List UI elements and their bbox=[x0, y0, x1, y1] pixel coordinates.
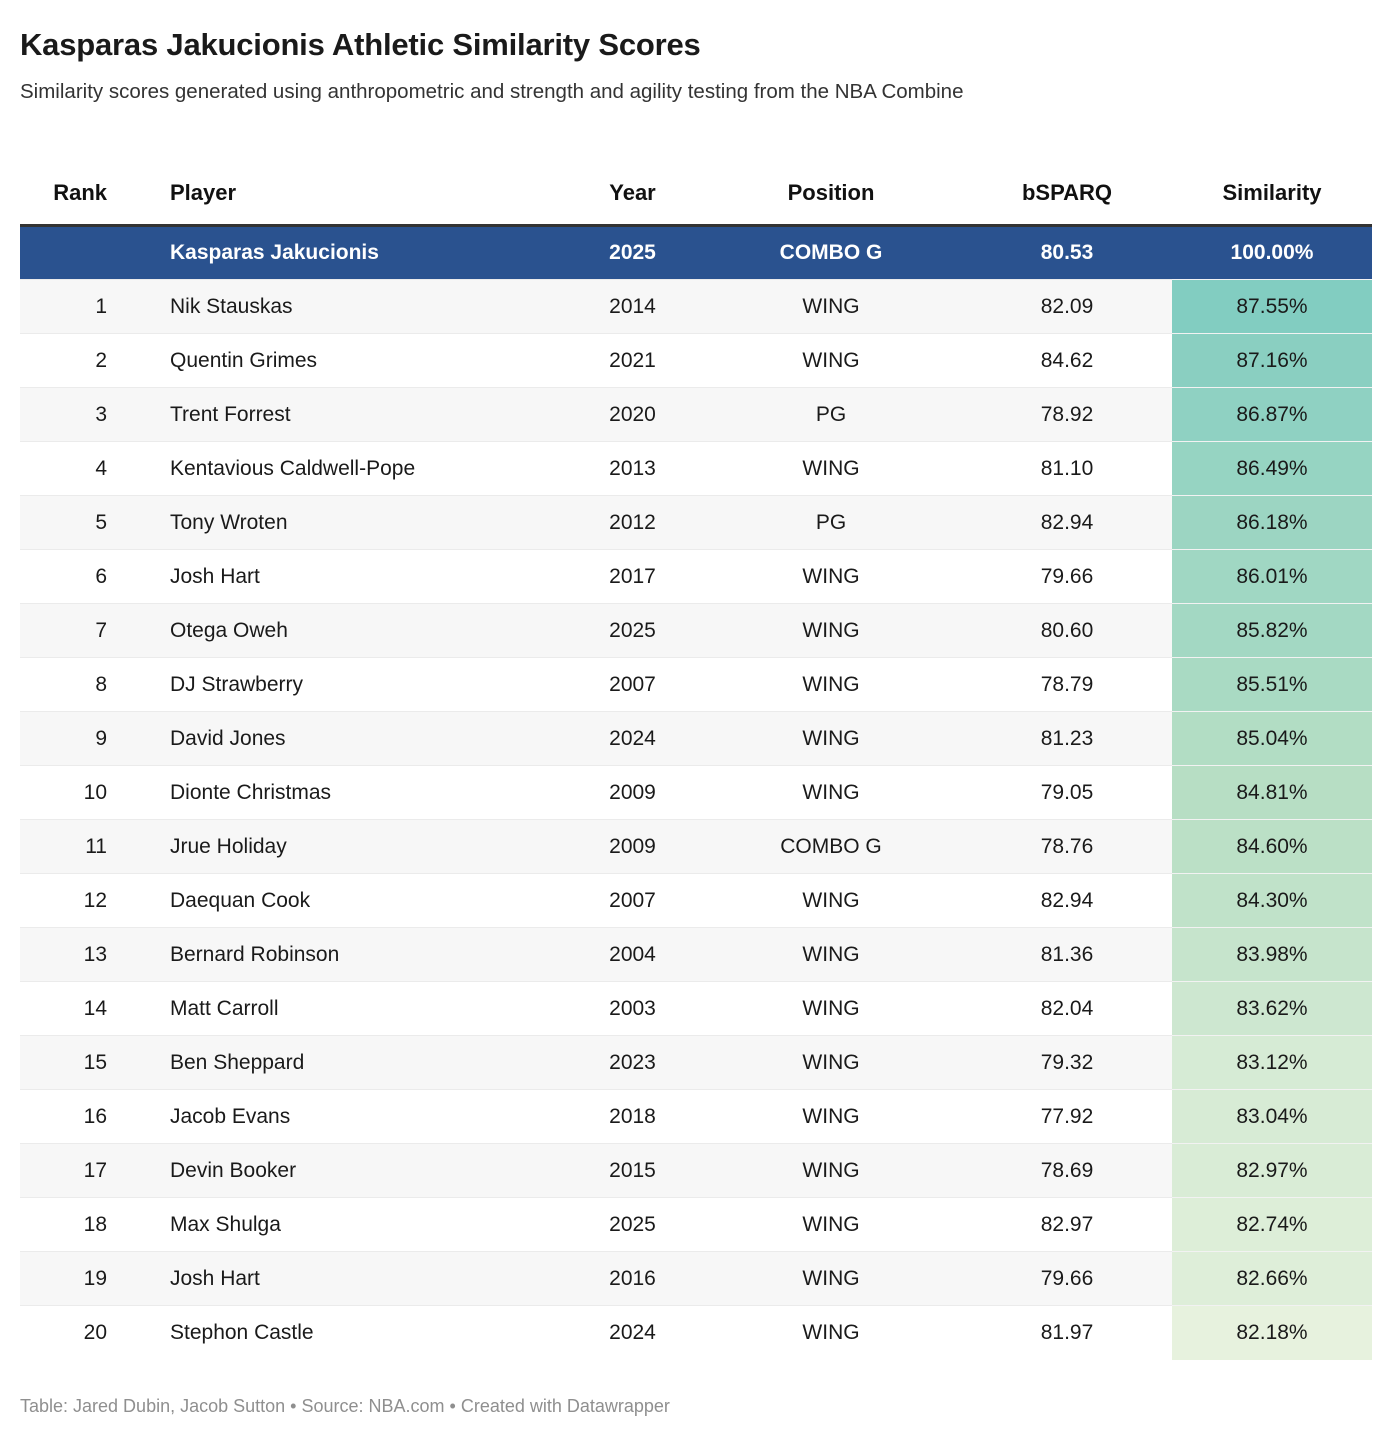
bsparq-cell: 78.92 bbox=[962, 388, 1172, 442]
table-row bbox=[20, 820, 1372, 874]
player-cell: Matt Carroll bbox=[127, 982, 565, 1036]
table-row bbox=[20, 712, 1372, 766]
bsparq-cell: 81.36 bbox=[962, 928, 1172, 982]
position-cell: WING bbox=[700, 604, 962, 658]
year-cell: 2025 bbox=[565, 604, 700, 658]
table-row bbox=[20, 982, 1372, 1036]
bsparq-cell: 82.94 bbox=[962, 496, 1172, 550]
bsparq-cell: 82.09 bbox=[962, 280, 1172, 334]
table-row bbox=[20, 496, 1372, 550]
similarity-cell: 83.04% bbox=[1172, 1090, 1372, 1144]
similarity-cell: 82.74% bbox=[1172, 1198, 1372, 1252]
player-cell: Daequan Cook bbox=[127, 874, 565, 928]
similarity-cell: 83.98% bbox=[1172, 928, 1372, 982]
position-cell: WING bbox=[700, 766, 962, 820]
position-cell: WING bbox=[700, 1306, 962, 1360]
rank-cell: 18 bbox=[20, 1198, 127, 1252]
player-cell: Quentin Grimes bbox=[127, 334, 565, 388]
position-cell: WING bbox=[700, 874, 962, 928]
bsparq-cell: 79.66 bbox=[962, 1252, 1172, 1306]
player-cell: Kentavious Caldwell-Pope bbox=[127, 442, 565, 496]
position-cell: WING bbox=[700, 982, 962, 1036]
page-subtitle: Similarity scores generated using anthropometric and strength and agility testing from the NBA Combine bbox=[20, 80, 964, 103]
player-cell: Ben Sheppard bbox=[127, 1036, 565, 1090]
similarity-table bbox=[20, 142, 1372, 1360]
similarity-cell: 86.87% bbox=[1172, 388, 1372, 442]
bsparq-cell: 81.97 bbox=[962, 1306, 1172, 1360]
similarity-cell: 84.81% bbox=[1172, 766, 1372, 820]
column-header-rank: Rank bbox=[20, 142, 127, 226]
rank-cell: 6 bbox=[20, 550, 127, 604]
similarity-cell: 83.12% bbox=[1172, 1036, 1372, 1090]
position-cell: COMBO G bbox=[700, 820, 962, 874]
column-header-year: Year bbox=[565, 142, 700, 226]
similarity-cell: 100.00% bbox=[1172, 226, 1372, 280]
rank-cell: 11 bbox=[20, 820, 127, 874]
similarity-cell: 82.18% bbox=[1172, 1306, 1372, 1360]
bsparq-cell: 78.69 bbox=[962, 1144, 1172, 1198]
year-cell: 2013 bbox=[565, 442, 700, 496]
similarity-cell: 86.01% bbox=[1172, 550, 1372, 604]
player-cell: Bernard Robinson bbox=[127, 928, 565, 982]
table-row bbox=[20, 658, 1372, 712]
similarity-cell: 87.16% bbox=[1172, 334, 1372, 388]
similarity-cell: 85.04% bbox=[1172, 712, 1372, 766]
column-header-similarity: Similarity bbox=[1172, 142, 1372, 226]
bsparq-cell: 78.79 bbox=[962, 658, 1172, 712]
bsparq-cell: 81.10 bbox=[962, 442, 1172, 496]
year-cell: 2017 bbox=[565, 550, 700, 604]
rank-cell: 13 bbox=[20, 928, 127, 982]
year-cell: 2024 bbox=[565, 1306, 700, 1360]
bsparq-cell: 84.62 bbox=[962, 334, 1172, 388]
rank-cell: 8 bbox=[20, 658, 127, 712]
rank-cell: 15 bbox=[20, 1036, 127, 1090]
similarity-cell: 86.18% bbox=[1172, 496, 1372, 550]
bsparq-cell: 79.66 bbox=[962, 550, 1172, 604]
rank-cell: 9 bbox=[20, 712, 127, 766]
player-cell: Dionte Christmas bbox=[127, 766, 565, 820]
similarity-cell: 84.30% bbox=[1172, 874, 1372, 928]
rank-cell: 7 bbox=[20, 604, 127, 658]
bsparq-cell: 79.32 bbox=[962, 1036, 1172, 1090]
rank-cell: 17 bbox=[20, 1144, 127, 1198]
year-cell: 2015 bbox=[565, 1144, 700, 1198]
player-cell: Nik Stauskas bbox=[127, 280, 565, 334]
column-header-position: Position bbox=[700, 142, 962, 226]
year-cell: 2009 bbox=[565, 820, 700, 874]
rank-cell: 10 bbox=[20, 766, 127, 820]
year-cell: 2004 bbox=[565, 928, 700, 982]
player-cell: David Jones bbox=[127, 712, 565, 766]
attribution: Table: Jared Dubin, Jacob Sutton • Source: NBA.com • Created with Datawrapper bbox=[20, 1395, 670, 1416]
table-row bbox=[20, 604, 1372, 658]
bsparq-cell: 77.92 bbox=[962, 1090, 1172, 1144]
year-cell: 2023 bbox=[565, 1036, 700, 1090]
bsparq-cell: 82.97 bbox=[962, 1198, 1172, 1252]
rank-cell: 1 bbox=[20, 280, 127, 334]
table-row bbox=[20, 388, 1372, 442]
year-cell: 2020 bbox=[565, 388, 700, 442]
table-row bbox=[20, 1198, 1372, 1252]
similarity-cell: 85.51% bbox=[1172, 658, 1372, 712]
rank-cell: 20 bbox=[20, 1306, 127, 1360]
position-cell: WING bbox=[700, 1144, 962, 1198]
table-row bbox=[20, 442, 1372, 496]
position-cell: WING bbox=[700, 334, 962, 388]
similarity-cell: 82.66% bbox=[1172, 1252, 1372, 1306]
bsparq-cell: 80.53 bbox=[962, 226, 1172, 280]
similarity-cell: 82.97% bbox=[1172, 1144, 1372, 1198]
player-cell: Trent Forrest bbox=[127, 388, 565, 442]
position-cell: WING bbox=[700, 1036, 962, 1090]
similarity-cell: 83.62% bbox=[1172, 982, 1372, 1036]
highlight-row bbox=[20, 226, 1372, 280]
bsparq-cell: 79.05 bbox=[962, 766, 1172, 820]
year-cell: 2007 bbox=[565, 874, 700, 928]
rank-cell: 4 bbox=[20, 442, 127, 496]
position-cell: WING bbox=[700, 928, 962, 982]
similarity-cell: 86.49% bbox=[1172, 442, 1372, 496]
bsparq-cell: 82.94 bbox=[962, 874, 1172, 928]
table-row bbox=[20, 874, 1372, 928]
similarity-cell: 87.55% bbox=[1172, 280, 1372, 334]
rank-cell: 5 bbox=[20, 496, 127, 550]
table-row bbox=[20, 1306, 1372, 1360]
position-cell: WING bbox=[700, 550, 962, 604]
header-row bbox=[20, 142, 1372, 226]
similarity-cell: 85.82% bbox=[1172, 604, 1372, 658]
rank-cell: 14 bbox=[20, 982, 127, 1036]
player-cell: DJ Strawberry bbox=[127, 658, 565, 712]
similarity-cell: 84.60% bbox=[1172, 820, 1372, 874]
year-cell: 2014 bbox=[565, 280, 700, 334]
position-cell: PG bbox=[700, 388, 962, 442]
table-row bbox=[20, 1036, 1372, 1090]
position-cell: WING bbox=[700, 1252, 962, 1306]
position-cell: WING bbox=[700, 1198, 962, 1252]
player-cell: Max Shulga bbox=[127, 1198, 565, 1252]
position-cell: COMBO G bbox=[700, 226, 962, 280]
table-row bbox=[20, 1090, 1372, 1144]
table-row bbox=[20, 1144, 1372, 1198]
player-cell: Otega Oweh bbox=[127, 604, 565, 658]
table-row bbox=[20, 280, 1372, 334]
bsparq-cell: 80.60 bbox=[962, 604, 1172, 658]
table-row bbox=[20, 766, 1372, 820]
year-cell: 2012 bbox=[565, 496, 700, 550]
player-cell: Josh Hart bbox=[127, 550, 565, 604]
position-cell: WING bbox=[700, 1090, 962, 1144]
bsparq-cell: 82.04 bbox=[962, 982, 1172, 1036]
player-cell: Jrue Holiday bbox=[127, 820, 565, 874]
year-cell: 2016 bbox=[565, 1252, 700, 1306]
player-cell: Devin Booker bbox=[127, 1144, 565, 1198]
table-row bbox=[20, 1252, 1372, 1306]
year-cell: 2018 bbox=[565, 1090, 700, 1144]
position-cell: WING bbox=[700, 712, 962, 766]
player-cell: Jacob Evans bbox=[127, 1090, 565, 1144]
rank-cell: 12 bbox=[20, 874, 127, 928]
column-header-player: Player bbox=[127, 142, 565, 226]
rank-cell: 16 bbox=[20, 1090, 127, 1144]
position-cell: WING bbox=[700, 442, 962, 496]
table-row bbox=[20, 550, 1372, 604]
bsparq-cell: 81.23 bbox=[962, 712, 1172, 766]
page-title: Kasparas Jakucionis Athletic Similarity Scores bbox=[20, 27, 701, 62]
rank-cell bbox=[20, 226, 127, 280]
position-cell: WING bbox=[700, 658, 962, 712]
player-cell: Kasparas Jakucionis bbox=[127, 226, 565, 280]
rank-cell: 2 bbox=[20, 334, 127, 388]
bsparq-cell: 78.76 bbox=[962, 820, 1172, 874]
rank-cell: 3 bbox=[20, 388, 127, 442]
year-cell: 2003 bbox=[565, 982, 700, 1036]
table-header bbox=[20, 142, 1372, 226]
year-cell: 2009 bbox=[565, 766, 700, 820]
position-cell: PG bbox=[700, 496, 962, 550]
year-cell: 2024 bbox=[565, 712, 700, 766]
year-cell: 2007 bbox=[565, 658, 700, 712]
year-cell: 2021 bbox=[565, 334, 700, 388]
table-body bbox=[20, 226, 1372, 1360]
player-cell: Stephon Castle bbox=[127, 1306, 565, 1360]
year-cell: 2025 bbox=[565, 1198, 700, 1252]
table-row bbox=[20, 334, 1372, 388]
player-cell: Josh Hart bbox=[127, 1252, 565, 1306]
column-header-bsparq: bSPARQ bbox=[962, 142, 1172, 226]
player-cell: Tony Wroten bbox=[127, 496, 565, 550]
year-cell: 2025 bbox=[565, 226, 700, 280]
position-cell: WING bbox=[700, 280, 962, 334]
table-row bbox=[20, 928, 1372, 982]
rank-cell: 19 bbox=[20, 1252, 127, 1306]
